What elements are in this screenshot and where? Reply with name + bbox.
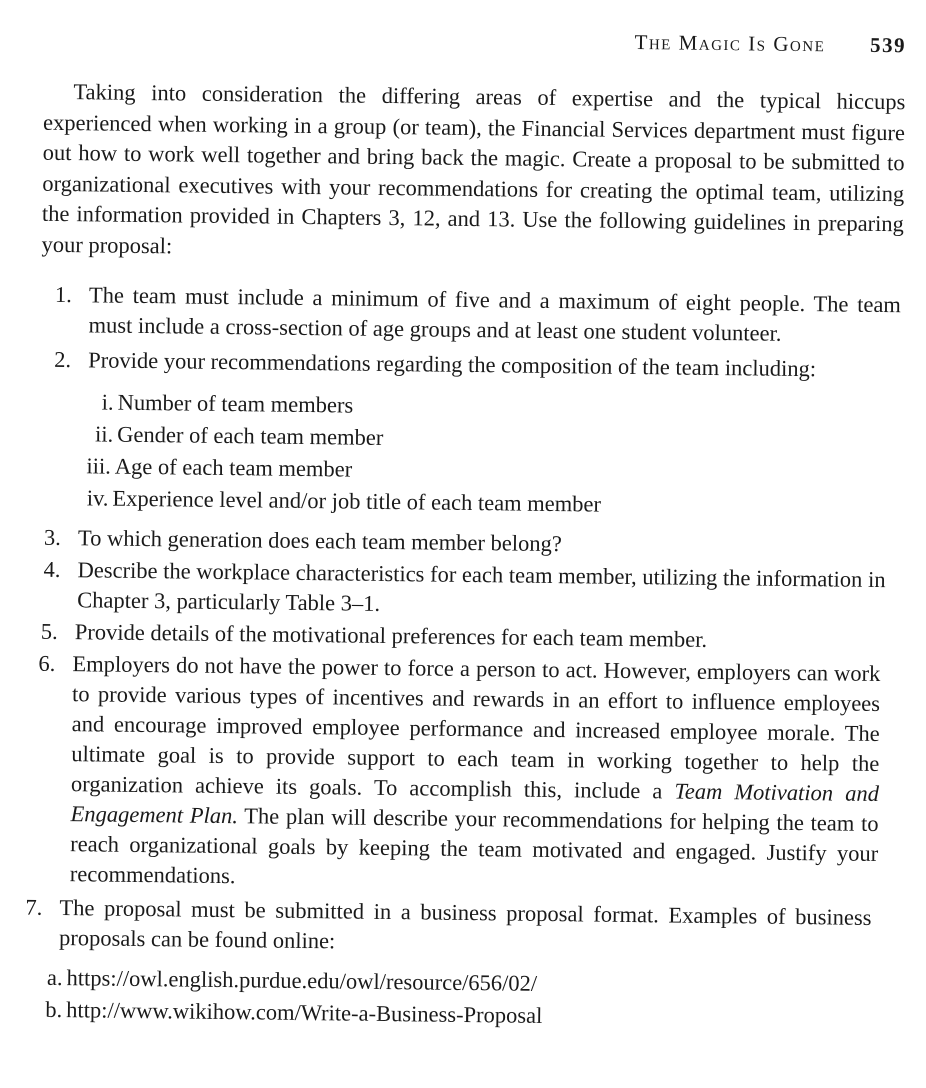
composition-subitem: i. Number of team members: [101, 389, 354, 418]
item-text: To which generation does each team member belong?: [77, 525, 562, 557]
composition-subitem: iii. Age of each team member: [86, 453, 353, 482]
guideline-item-2: [54, 345, 900, 385]
link-url[interactable]: https://owl.english.purdue.edu/owl/resource/656/02/: [66, 965, 538, 996]
link-url[interactable]: http://www.wikihow.com/Write-a-Business-Proposal: [66, 997, 543, 1028]
guideline-item-6: [38, 649, 881, 899]
resource-link-wikihow[interactable]: b. http://www.wikihow.com/Write-a-Business-Proposal: [45, 996, 543, 1028]
item-number: 3.: [43, 524, 62, 551]
guideline-item-4: [43, 555, 886, 625]
plan-title-emphasis: Team Motivation and Engagement Plan.: [70, 778, 880, 829]
item-number: 7.: [25, 894, 43, 920]
composition-subitem: ii. Gender of each team member: [94, 421, 384, 450]
page-number: 539: [869, 32, 907, 58]
composition-subitem: iv. Experience level and/or job title of each team member: [86, 485, 602, 517]
item-text: Provide details of the motivational preferences for each team member.: [74, 619, 708, 652]
item-text: The proposal must be submitted in a business proposal format. Examples of business proposals can be found online:: [58, 895, 872, 954]
item-number: 4.: [43, 556, 61, 582]
item-text: Describe the workplace characteristics for each team member, utilizing the information in Chapter 3, particularly Table 3–1.: [77, 557, 886, 616]
chapter-title: The Magic Is Gone: [634, 29, 826, 57]
item-text: Employers do not have the power to force a person to act. However, employers can work to provide various types of incentives and rewards in an effort to influence employees and encourage improved employee performance and increased employee morale. The ultimate goal is to provide support to each team in working together to help the organization achieve its goals. To accomplish this, include a: [70, 651, 881, 804]
intro-paragraph: Taking into consideration the differing areas of expertise and the typical hiccups experienced when working in a group (or team), the Financial Services department must figure out how to work well together and bring back the magic. Create a proposal to be submitted to organizational executives with your recommendations for creating the optimal team, utilizing the information provided in Chapters 3, 12, and 13. Use the following guidelines in preparing your proposal:: [41, 79, 906, 258]
guideline-item-7: [25, 893, 872, 963]
item-text: Provide your recommendations regarding the composition of the team including:: [88, 347, 817, 382]
running-header: [634, 30, 906, 58]
item-text: The team must include a minimum of five and a maximum of eight people. The team must include a cross-section of age groups and at least one student volunteer.: [88, 282, 902, 346]
item-number: 6.: [38, 650, 56, 676]
item-number: 1.: [54, 281, 72, 308]
resource-link-purdue[interactable]: a. https://owl.english.purdue.edu/owl/resource/656/02/: [46, 964, 538, 996]
item-number: 2.: [54, 346, 72, 373]
item-number: 5.: [40, 618, 58, 644]
guideline-item-1: [54, 280, 902, 350]
item-text-continued: The plan will describe your recommendations for helping the team to reach organizational goals by keeping the team motivated and engaged. Justify your recommendations.: [69, 803, 879, 889]
